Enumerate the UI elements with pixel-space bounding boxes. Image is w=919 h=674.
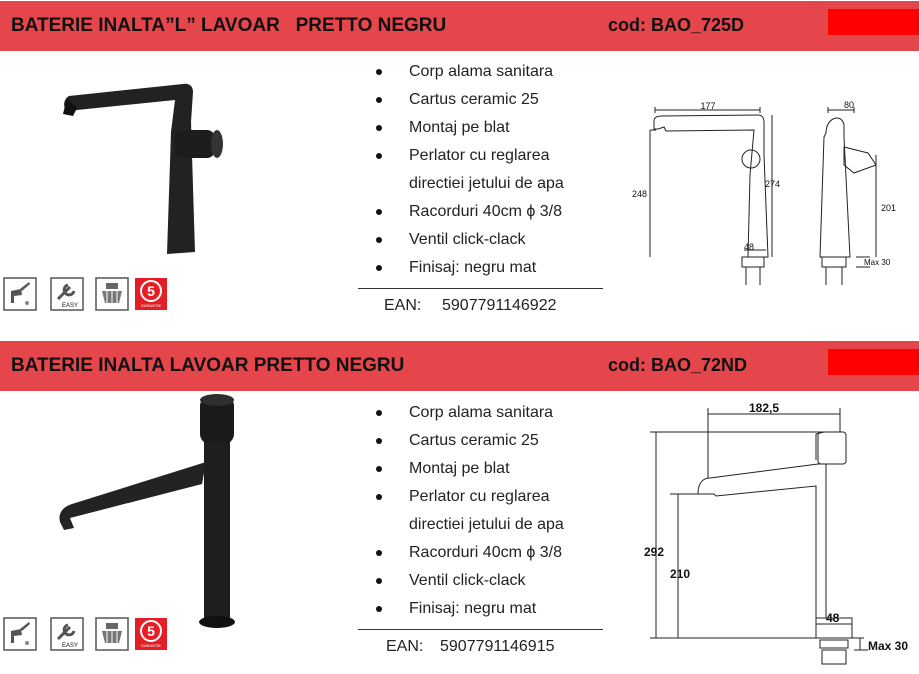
dim-height-spout: 210 bbox=[670, 567, 691, 581]
bullet-icon bbox=[376, 97, 382, 103]
product-1-color-swatch bbox=[828, 9, 919, 35]
feature-item: Racorduri 40cm ϕ 3/8 bbox=[370, 198, 564, 226]
product-1-divider bbox=[358, 288, 603, 289]
product-1-title: BATERIE INALTA”L” LAVOAR PRETTO NEGRU bbox=[11, 15, 447, 36]
product-1-ean-value: 5907791146922 bbox=[442, 297, 557, 314]
product-2-header bbox=[0, 341, 919, 391]
product-1-features bbox=[370, 58, 564, 282]
product-1-header bbox=[0, 1, 919, 51]
product-2-features bbox=[370, 399, 564, 623]
feature-item: Finisaj: negru mat bbox=[370, 595, 564, 623]
feature-item: Corp alama sanitara bbox=[370, 399, 564, 427]
svg-text:5: 5 bbox=[147, 623, 155, 639]
bullet-icon bbox=[376, 69, 382, 75]
dim-base: 48 bbox=[826, 611, 840, 625]
dim-height-spout: 274 bbox=[765, 179, 781, 189]
product-1-faucet-image bbox=[55, 72, 240, 262]
svg-text:EASY: EASY bbox=[61, 643, 79, 649]
dim-base: 48 bbox=[744, 242, 755, 252]
bullet-icon bbox=[376, 153, 382, 159]
feature-item: directiei jetului de apa bbox=[409, 516, 564, 533]
single-lever-icon bbox=[3, 277, 37, 311]
bullet-icon bbox=[376, 410, 382, 416]
bullet-icon bbox=[376, 550, 382, 556]
easy-install-icon bbox=[50, 617, 84, 651]
single-lever-icon bbox=[3, 617, 37, 651]
svg-text:GARANTIE: GARANTIE bbox=[140, 303, 162, 308]
feature-item: Montaj pe blat bbox=[370, 114, 564, 142]
svg-text:5: 5 bbox=[147, 283, 155, 299]
feature-item: directiei jetului de apa bbox=[409, 175, 564, 192]
bullet-icon bbox=[376, 578, 382, 584]
feature-item: Perlator cu reglarea bbox=[370, 483, 564, 511]
dim-side-height: 201 bbox=[881, 203, 897, 213]
bullet-icon bbox=[376, 466, 382, 472]
dim-width-top: 182,5 bbox=[748, 401, 780, 415]
product-2-technical-drawing bbox=[640, 398, 919, 672]
feature-item: Ventil click-clack bbox=[370, 567, 564, 595]
bullet-icon bbox=[376, 209, 382, 215]
product-1-technical-drawing bbox=[630, 95, 919, 295]
ceramic-cartridge-icon bbox=[95, 277, 129, 311]
product-2-ean-value: 5907791146915 bbox=[440, 638, 555, 655]
feature-item: Corp alama sanitara bbox=[370, 58, 564, 86]
product-2-color-swatch bbox=[828, 349, 919, 375]
dim-height-total: 292 bbox=[644, 545, 665, 559]
feature-item: Perlator cu reglarea bbox=[370, 142, 564, 170]
product-1-ean-label: EAN: bbox=[384, 297, 422, 314]
product-2-ean-label: EAN: bbox=[386, 638, 424, 655]
product-2-faucet-image bbox=[52, 392, 242, 632]
bullet-icon bbox=[376, 125, 382, 131]
dim-width-top: 177 bbox=[700, 101, 716, 111]
feature-item: Finisaj: negru mat bbox=[370, 254, 564, 282]
feature-item: Cartus ceramic 25 bbox=[370, 427, 564, 455]
bullet-icon bbox=[376, 237, 382, 243]
bullet-icon bbox=[376, 606, 382, 612]
warranty-5-years-icon bbox=[134, 617, 168, 651]
feature-item: Racorduri 40cm ϕ 3/8 bbox=[370, 539, 564, 567]
product-2-title: BATERIE INALTA LAVOAR PRETTO NEGRU bbox=[11, 355, 405, 376]
warranty-5-years-icon bbox=[134, 277, 168, 311]
dim-max: Max 30 bbox=[868, 639, 909, 653]
svg-text:GARANTIE: GARANTIE bbox=[140, 643, 162, 648]
dim-side-width: 80 bbox=[844, 100, 855, 110]
ceramic-cartridge-icon bbox=[95, 617, 129, 651]
dim-max: Max 30 bbox=[864, 258, 891, 267]
feature-item: Cartus ceramic 25 bbox=[370, 86, 564, 114]
easy-install-icon bbox=[50, 277, 84, 311]
feature-item: Montaj pe blat bbox=[370, 455, 564, 483]
feature-item: Ventil click-clack bbox=[370, 226, 564, 254]
product-2-divider bbox=[358, 629, 603, 630]
bullet-icon bbox=[376, 494, 382, 500]
bullet-icon bbox=[376, 438, 382, 444]
bullet-icon bbox=[376, 265, 382, 271]
product-2-code: cod: BAO_72ND bbox=[608, 355, 748, 375]
product-1-code: cod: BAO_725D bbox=[608, 15, 745, 35]
dim-height-total: 248 bbox=[632, 189, 648, 199]
svg-text:EASY: EASY bbox=[61, 303, 79, 309]
